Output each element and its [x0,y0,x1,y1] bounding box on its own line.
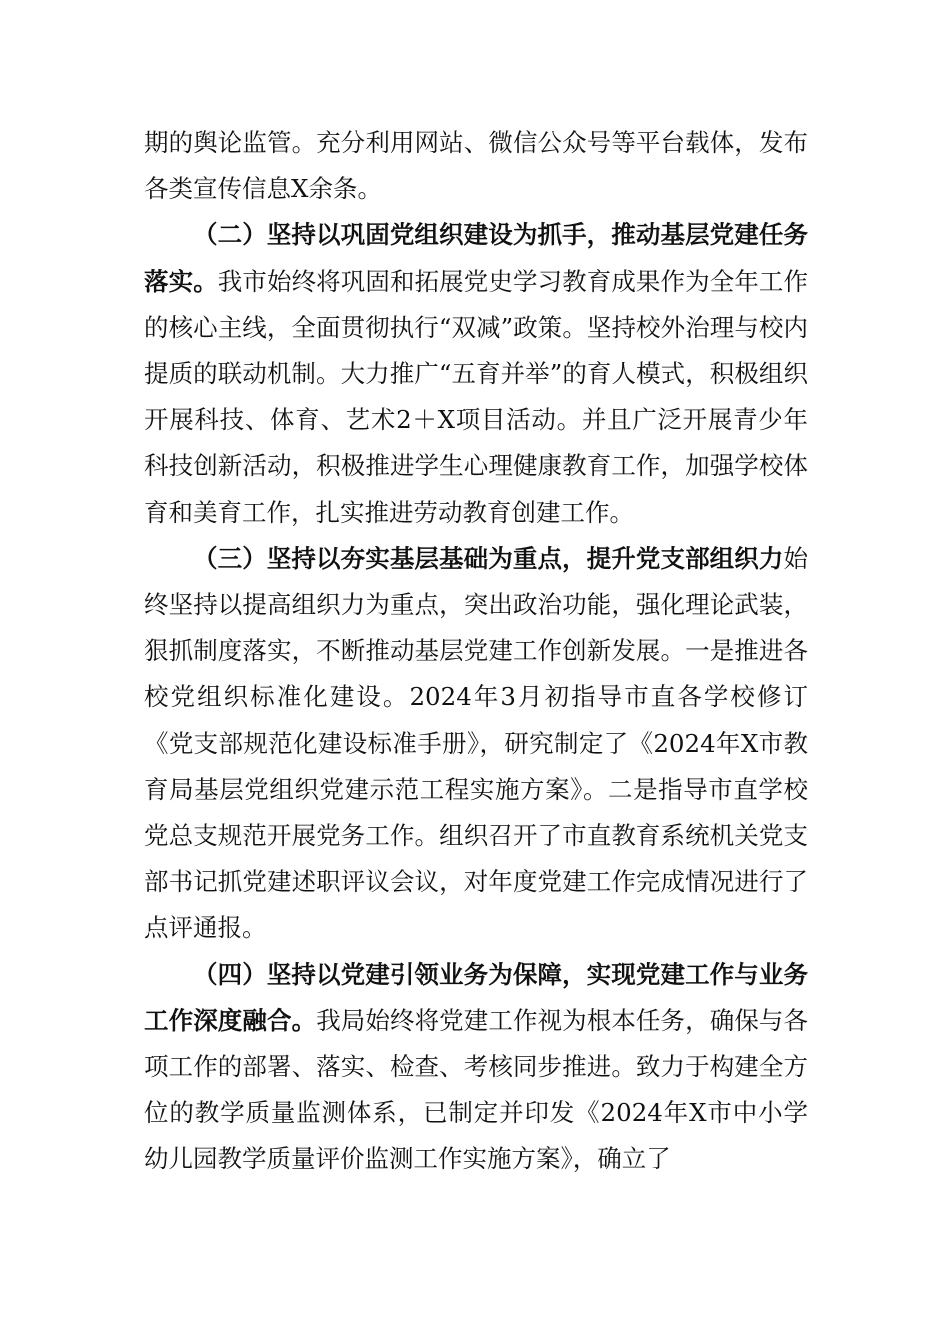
section-heading: （三）坚持以夯实基层基础为重点，提升党支部组织力 [193,543,784,573]
paragraph-section-3 [144,536,808,952]
paragraph-section-4 [144,952,808,1183]
paragraph-text: 始终坚持以提高组织力为重点，突出政治功能，强化理论武装，狠抓制度落实，不断推动基层党建工作创新发展。一是推进各校党组织标准化建设。2024年3月初指导市直各学校修订《党支部规范化建设标准手册》，研究制定了《2024年X市教育局基层党组织党建示范工程实施方案》。二是指导市直学校党总支规范开展党务工作。组织召开了市直教育系统机关党支部书记抓党建述职评议会议，对年度党建工作完成情况进行了点评通报。 [144,543,808,943]
paragraph-text: 期的舆论监管。充分利用网站、微信公众号等平台载体，发布各类宣传信息X余条。 [144,128,808,204]
paragraph-text: 我市始终将巩固和拓展党史学习教育成果作为全年工作的核心主线，全面贯彻执行“双减”政策。坚持校外治理与校内提质的联动机制。大力推广“五育并举”的育人模式，积极组织开展科技、体育、艺术2＋X项目活动。并且广泛开展青少年科技创新活动，积极推进学生心理健康教育工作，加强学校体育和美育工作，扎实推进劳动教育创建工作。 [144,266,809,527]
section-heading: （二）坚持以巩固党组织建设为抓手，推动基层党建任务落实。 [144,220,808,296]
section-heading: （四）坚持以党建引领业务为保障，实现党建工作与业务工作深度融合。 [144,959,808,1035]
paragraph-text: 我局始终将党建工作视为根本任务，确保与各项工作的部署、落实、检查、考核同步推进。致力于构建全方位的教学质量监测体系，已制定并印发《2024年X市中小学幼儿园教学质量评价监测工作实施方案》，确立了 [144,1005,809,1174]
paragraph-continuation [144,120,808,212]
document-body [144,120,808,1183]
paragraph-section-2 [144,212,808,535]
